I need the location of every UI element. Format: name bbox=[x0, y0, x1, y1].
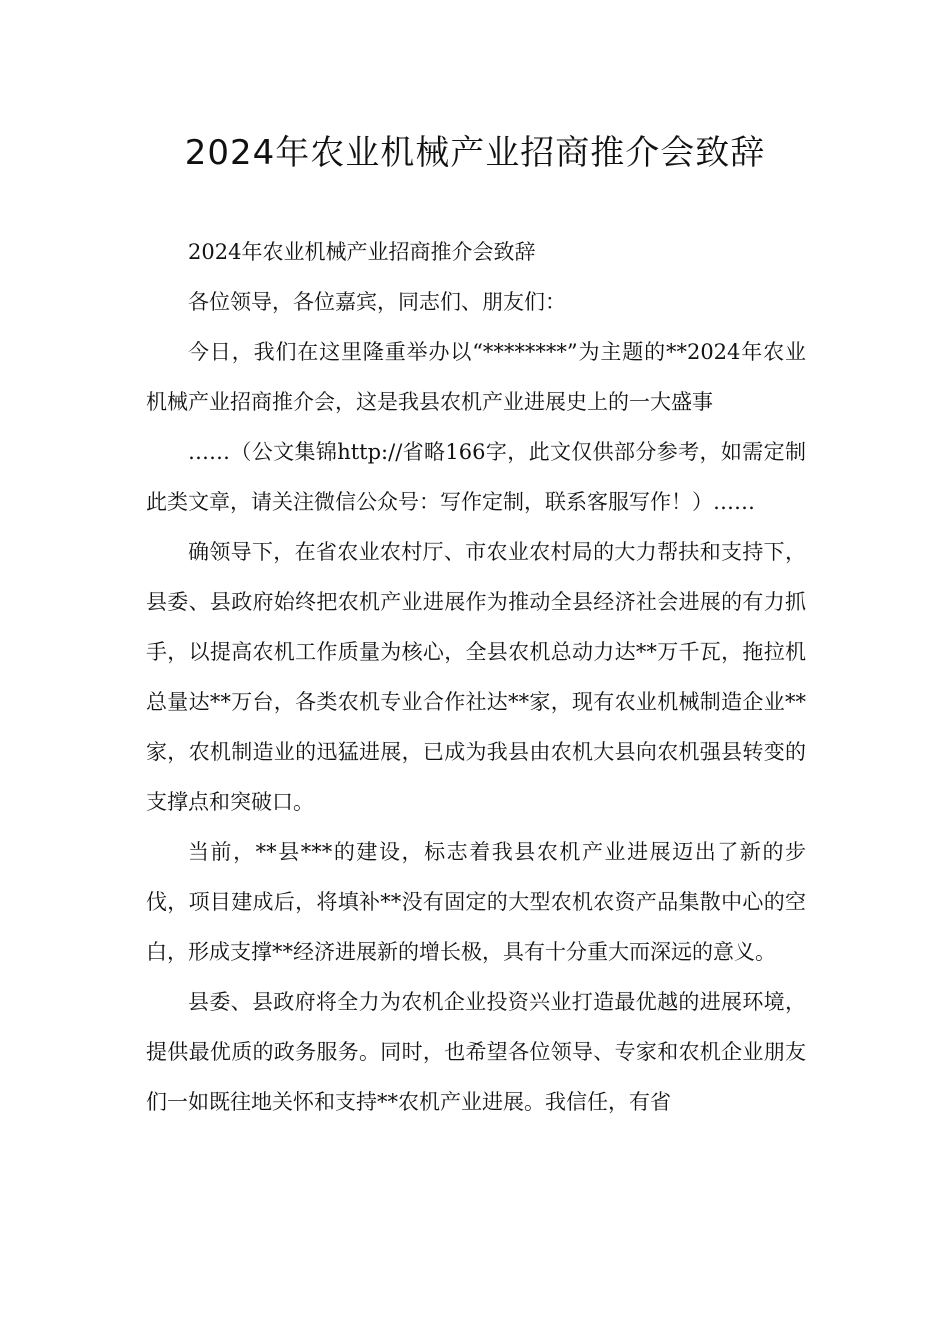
paragraph-salutation: 各位领导，各位嘉宾，同志们、朋友们： bbox=[188, 290, 566, 314]
document-body bbox=[146, 227, 806, 1127]
document-title: 2024年农业机械产业招商推介会致辞 bbox=[184, 133, 766, 173]
paragraph-opening: 今日，我们在这里隆重举办以“********”为主题的**2024年农业机械产业招商推介会，这是我县农机产业进展史上的一大盛事 bbox=[146, 340, 806, 414]
paragraph-omission-note: ……（公文集锦http://省略166字，此文仅供部分参考，如需定制此类文章，请关注微信公众号：写作定制，联系客服写作！）…… bbox=[146, 440, 806, 514]
paragraph-project-significance: 当前，**县***的建设，标志着我县农机产业进展迈出了新的步伐，项目建成后，将填补**没有固定的大型农机农资产品集散中心的空白，形成支撑**经济进展新的增长极，具有十分重大而深远的意义。 bbox=[146, 840, 806, 964]
paragraph-commitment: 县委、县政府将全力为农机企业投资兴业打造最优越的进展环境，提供最优质的政务服务。同时，也希望各位领导、专家和农机企业朋友们一如既往地关怀和支持**农机产业进展。我信任，有省 bbox=[146, 990, 806, 1114]
paragraph-subtitle: 2024年农业机械产业招商推介会致辞 bbox=[188, 240, 536, 264]
paragraph-achievements: 确领导下，在省农业农村厅、市农业农村局的大力帮扶和支持下，县委、县政府始终把农机产业进展作为推动全县经济社会进展的有力抓手，以提高农机工作质量为核心，全县农机总动力达**万千瓦，拖拉机总量达**万台，各类农机专业合作社达**家，现有农业机械制造企业**家，农机制造业的迅猛进展，已成为我县由农机大县向农机强县转变的支撑点和突破口。 bbox=[146, 540, 806, 814]
